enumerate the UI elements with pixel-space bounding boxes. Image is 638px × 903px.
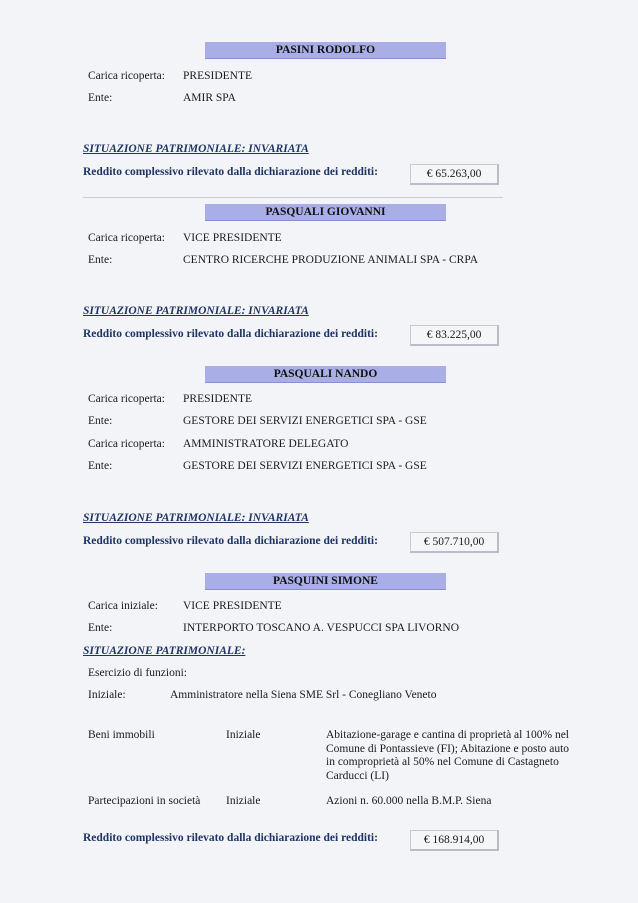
person-name-header: PASQUALI NANDO [205, 366, 446, 383]
situation-heading: SITUAZIONE PATRIMONIALE: INVARIATA [83, 512, 309, 524]
functions-value: Amministratore nella Siena SME Srl - Conegliano Veneto [170, 689, 437, 701]
income-label: Reddito complessivo rilevato dalla dichiarazione dei redditi: [83, 535, 378, 547]
field-value: GESTORE DEI SERVIZI ENERGETICI SPA - GSE [183, 460, 427, 472]
functions-title: Esercizio di funzioni: [88, 667, 187, 679]
field-label: Ente: [88, 415, 113, 427]
situation-heading: SITUAZIONE PATRIMONIALE: INVARIATA [83, 305, 309, 317]
field-value: VICE PRESIDENTE [183, 232, 282, 244]
field-label: Carica ricoperta: [88, 393, 165, 405]
person-name-header: PASQUINI SIMONE [205, 573, 446, 590]
income-label: Reddito complessivo rilevato dalla dichiarazione dei redditi: [83, 328, 378, 340]
field-label: Carica iniziale: [88, 600, 158, 612]
field-value: AMMINISTRATORE DELEGATO [183, 438, 349, 450]
field-value: PRESIDENTE [183, 70, 252, 82]
asset-category: Beni immobili [88, 729, 155, 741]
situation-heading: SITUAZIONE PATRIMONIALE: INVARIATA [83, 143, 309, 155]
income-label: Reddito complessivo rilevato dalla dichiarazione dei redditi: [83, 832, 378, 844]
situation-heading: SITUAZIONE PATRIMONIALE: [83, 645, 246, 657]
field-label: Carica ricoperta: [88, 70, 165, 82]
income-amount: € 83.225,00 [410, 325, 499, 346]
field-value: PRESIDENTE [183, 393, 252, 405]
field-label: Ente: [88, 460, 113, 472]
asset-status: Iniziale [226, 729, 261, 741]
field-label: Carica ricoperta: [88, 438, 165, 450]
functions-label: Iniziale: [88, 689, 126, 701]
asset-description: Azioni n. 60.000 nella B.M.P. Siena [326, 795, 492, 807]
income-label: Reddito complessivo rilevato dalla dichiarazione dei redditi: [83, 166, 378, 178]
divider [83, 197, 503, 198]
income-amount: € 507.710,00 [410, 532, 499, 553]
asset-description: Abitazione-garage e cantina di proprietà al 100% nel Comune di Pontassieve (FI); Abitazione e posto auto in comproprietà al 50% nel Comune di Castagneto Carducci (LI) [326, 729, 570, 782]
field-value: GESTORE DEI SERVIZI ENERGETICI SPA - GSE [183, 415, 427, 427]
field-label: Ente: [88, 622, 113, 634]
asset-category: Partecipazioni in società [88, 795, 201, 807]
field-value: AMIR SPA [183, 92, 236, 104]
field-value: VICE PRESIDENTE [183, 600, 282, 612]
person-name-header: PASQUALI GIOVANNI [205, 204, 446, 221]
asset-status: Iniziale [226, 795, 261, 807]
field-value: CENTRO RICERCHE PRODUZIONE ANIMALI SPA - CRPA [183, 254, 478, 266]
field-label: Carica ricoperta: [88, 232, 165, 244]
person-name-header: PASINI RODOLFO [205, 42, 446, 59]
field-label: Ente: [88, 92, 113, 104]
field-value: INTERPORTO TOSCANO A. VESPUCCI SPA LIVORNO [183, 622, 460, 634]
field-label: Ente: [88, 254, 113, 266]
income-amount: € 65.263,00 [410, 164, 499, 185]
income-amount: € 168.914,00 [410, 830, 499, 851]
